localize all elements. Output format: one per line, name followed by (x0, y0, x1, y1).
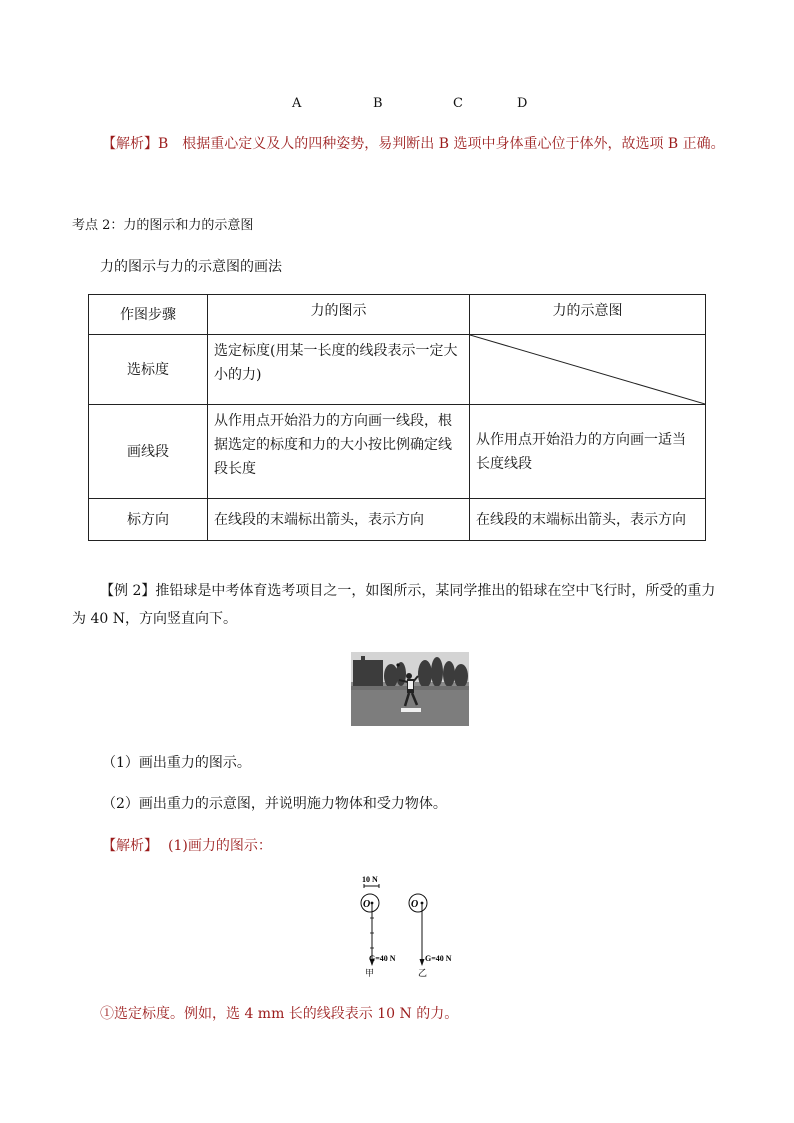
header-sketch: 力的示意图 (470, 295, 706, 335)
analysis-2 (102, 835, 272, 855)
caption-b: 乙 (418, 968, 428, 978)
analysis-text: (1)画力的图示： (168, 838, 272, 854)
diagonal-empty-cell (470, 335, 706, 405)
analysis-tag: 【解析】 (102, 838, 158, 854)
shot-put-photo (351, 652, 469, 726)
section-title: 考点 2：力的图示和力的示意图 (72, 218, 254, 233)
row-diagram: 从作用点开始沿力的方向画一线段，根据选定的标度和力的大小按比例确定线段长度 (208, 405, 470, 499)
header-step: 作图步骤 (89, 295, 208, 335)
table-row (89, 335, 706, 405)
example-2-line2: 为 40 N，方向竖直向下。 (72, 611, 237, 627)
example-tag: 【例 2】 (100, 583, 156, 599)
analysis-tag: 【解析】 (102, 136, 158, 152)
table-row (89, 405, 706, 499)
row-step: 画线段 (89, 405, 208, 499)
row-diagram: 在线段的末端标出箭头，表示方向 (208, 499, 470, 541)
header-diagram: 力的图示 (208, 295, 470, 335)
option-c: C (453, 96, 463, 111)
option-d: D (517, 96, 528, 111)
analysis-1 (102, 133, 725, 153)
scale-label: 10 N (362, 875, 378, 884)
question-1: （1）画出重力的图示。 (102, 755, 251, 771)
analysis-text: B 根据重心定义及人的四种姿势，易判断出 B 选项中身体重心位于体外，故选项 B 正确。 (158, 136, 725, 152)
table-header-row (89, 295, 706, 335)
diagonal-line (470, 335, 705, 404)
step-1-text: ①选定标度。例如，选 4 mm 长的线段表示 10 N 的力。 (100, 1006, 459, 1022)
example-text: 推铅球是中考体育选考项目之一，如图所示，某同学推出的铅球在空中飞行时，所受的重力 (155, 583, 716, 599)
question-2: （2）画出重力的示意图，并说明施力物体和受力物体。 (102, 796, 447, 812)
option-a: A (292, 96, 302, 111)
row-diagram: 选定标度(用某一长度的线段表示一定大小的力) (208, 335, 470, 405)
method-table (88, 294, 706, 541)
row-step: 选标度 (89, 335, 208, 405)
force-diagram (355, 872, 465, 980)
arrow-head-icon (420, 959, 425, 966)
point-o-a: O (363, 899, 371, 910)
row-step: 标方向 (89, 499, 208, 541)
force-label-b: G=40 N (425, 954, 452, 963)
row-sketch: 在线段的末端标出箭头，表示方向 (470, 499, 706, 541)
point-o-b: O (411, 899, 419, 910)
caption-a: 甲 (365, 968, 375, 978)
force-label-a: G=40 N (369, 954, 396, 963)
table-row (89, 499, 706, 541)
example-2-line1 (100, 580, 715, 600)
row-sketch: 从作用点开始沿力的方向画一适当长度线段 (470, 405, 706, 499)
intro-text: 力的图示与力的示意图的画法 (100, 259, 282, 275)
option-b: B (373, 96, 383, 111)
